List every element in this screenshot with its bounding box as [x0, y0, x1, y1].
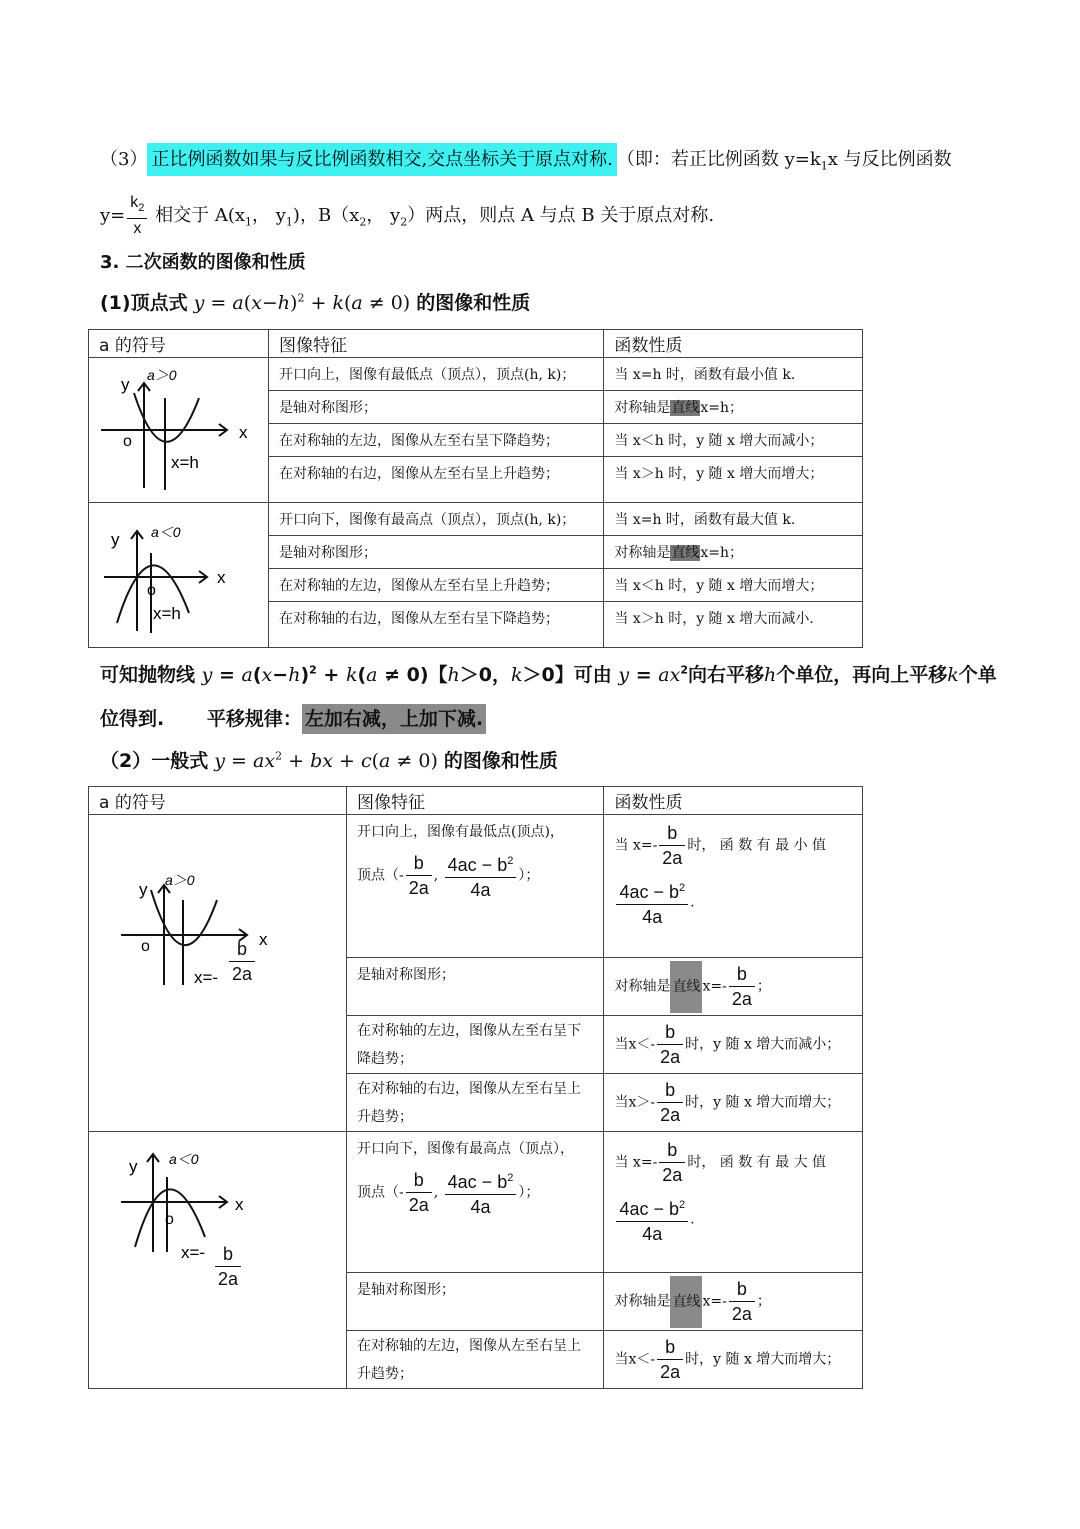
vertex-label: 顶点（: [356, 1184, 399, 1201]
vertex-den: 4a: [642, 1224, 663, 1244]
min-value-cell: 当 x=- $\frac{b}{2a}$ 时， 函 数 有 最 小 值 $\frac{4ac - b^2}{4a}$ .: [604, 815, 863, 958]
conclusion-line-1: 可知抛物线 $y = a(x-h)^2 + k(a \ne 0)$【h＞0，k＞0】可由 $y = ax^2$向右平移h个单位，再向上平移k个单: [100, 663, 997, 686]
when-x: 当 x=: [614, 1154, 653, 1171]
frac-num: b: [657, 1020, 683, 1045]
axis-y-label: y: [121, 375, 130, 394]
left-trend-cell: 在对称轴的左边，图像从左至右呈下降趋势；: [346, 1016, 604, 1074]
axis-x-label: x: [239, 423, 248, 442]
right-trend-cell: 在对称轴的右边，图像从左至右呈上升趋势；: [346, 1074, 604, 1132]
frac-den: 2a: [660, 1362, 681, 1382]
section-title: 3. 二次函数的图像和性质: [100, 252, 306, 273]
left-property-cell: 当x＜- $\frac{b}{2a}$ 时，y 随 x 增大而增大；: [604, 1331, 863, 1389]
condition-label: a＞0: [147, 367, 177, 383]
vertex-end: ）；: [518, 1184, 540, 1201]
feature-cell: 开口向上，图像有最低点（顶点），顶点(h, k)；: [268, 358, 603, 391]
axis-x-label: x: [217, 568, 226, 587]
when-x: 当 x=: [614, 837, 653, 854]
frac-den: 2a: [218, 1269, 239, 1289]
vertex-form-table: [88, 329, 863, 648]
vertex-num: 4ac − b: [619, 882, 680, 902]
symmetric-cell: 是轴对称图形；: [346, 1273, 604, 1331]
frac-num: b: [657, 1335, 683, 1360]
frac-den: 2a: [408, 878, 429, 898]
axis-y-label: y: [129, 1157, 138, 1176]
sub2-suffix: 的图像和性质: [443, 750, 558, 772]
graph-cell-neg: [89, 503, 269, 648]
property-cell: 当 x=h 时，函数有最大值 k.: [604, 503, 863, 536]
sub1-suffix: 的图像和性质: [416, 292, 531, 314]
axis-text: 对称轴是: [614, 1293, 671, 1310]
feature-cell: 在对称轴的左边，图像从左至右呈上升趋势；: [268, 568, 603, 601]
conclusion-l2-b: 平移规律：: [206, 708, 302, 730]
item-number: （3）: [100, 149, 148, 170]
max-value-cell: 当 x=- $\frac{b}{2a}$ 时， 函 数 有 最 大 值 $\frac{4ac - b^2}{4a}$ .: [604, 1132, 863, 1273]
feature-cell: 在对称轴的右边，图像从左至右呈下降趋势；: [268, 601, 603, 647]
intro-line-1: （3） 正比例函数如果与反比例函数相交,交点坐标关于原点对称. （即：若正比例函数 $y=k_1x$ 与反比例函数: [100, 145, 952, 173]
condition-label: a＜0: [151, 524, 181, 540]
origin-label: o: [141, 938, 150, 955]
origin-label: o: [147, 582, 156, 599]
frac-den: 2a: [408, 1195, 429, 1215]
x-den: x: [133, 220, 142, 238]
frac-den: 2a: [660, 1105, 681, 1125]
lt-text: 当x＜: [614, 1351, 651, 1368]
min-text: 时， 函 数 有 最 小 值: [687, 837, 827, 854]
sub2-prefix: （2）一般式: [100, 750, 209, 772]
left-property-cell: 当x＜- $\frac{b}{2a}$ 时，y 随 x 增大而减小；: [604, 1016, 863, 1074]
property-cell: 当 x＜h 时，y 随 x 增大而增大；: [604, 568, 863, 601]
frac-den: 2a: [731, 989, 752, 1009]
header-property: 函数性质: [604, 330, 863, 358]
property-cell: 对称轴是直线x=h；: [604, 390, 863, 423]
vertex-end: ）；: [518, 867, 540, 884]
axis-end: ；: [756, 1293, 771, 1310]
parabola-down-graph: [89, 503, 267, 643]
condition-label: a＜0: [169, 1151, 199, 1167]
graph-cell-pos: [89, 815, 347, 1132]
intro-l2-b: ， y: [252, 205, 286, 227]
intro-l2-c: )，B（x: [292, 205, 360, 227]
dec-text: 时，y 随 x 增大而减小；: [685, 1036, 841, 1053]
left-trend-cell: 在对称轴的左边，图像从左至右呈上升趋势；: [346, 1331, 604, 1389]
vertex-num: 4ac − b: [447, 855, 508, 875]
property-cell: 对称轴是直线x=h；: [604, 535, 863, 568]
graph-cell-pos: [89, 358, 269, 503]
axis-x-label: x: [259, 930, 268, 949]
intro-text-b: x 与反比例函数: [827, 149, 952, 170]
vertex-den: 4a: [642, 907, 663, 927]
y-eq: y=: [100, 205, 126, 227]
k2-over-x: $\frac{k_2}{x}$: [127, 193, 147, 239]
gt-text: 当x＞: [614, 1094, 651, 1111]
symmetric-cell: 是轴对称图形；: [346, 958, 604, 1016]
frac-num: b: [659, 821, 685, 846]
intro-line-2: y= $\frac{k_2}{x}$ 相交于 $A(x_1$， $y_1$)，$B(x_2$， $y_2$）两点，则点 A 与点 B 关于原点对称.: [100, 194, 715, 238]
axis-cell: 对称轴是 直线 x=- $\frac{b}{2a}$ ；: [604, 1273, 863, 1331]
frac-num: b: [729, 962, 755, 987]
frac-num: b: [215, 1242, 241, 1267]
condition-label: a＞0: [165, 872, 195, 888]
intro-l2-d: ， y: [366, 205, 401, 227]
frac-den: 2a: [662, 848, 683, 868]
conclusion-a: 可知抛物线: [100, 664, 196, 686]
frac-den: 2a: [662, 1165, 683, 1185]
header-property: 函数性质: [604, 787, 863, 815]
sub1-heading: (1)顶点式 $y = a(x-h)^2 + k(a \ne 0)$ 的图像和性质: [100, 291, 531, 314]
axis-line-label: x=-: [194, 968, 219, 985]
axis-line-label: x=h: [171, 453, 199, 472]
property-cell: 当 x=h 时，函数有最小值 k.: [604, 358, 863, 391]
axis-highlight: 直线: [670, 961, 702, 1013]
graph-cell-neg: [89, 1132, 347, 1389]
highlight-text: 正比例函数如果与反比例函数相交,交点坐标关于原点对称.: [147, 143, 616, 176]
conclusion-b: 可由: [573, 664, 612, 686]
max-text: 时， 函 数 有 最 大 值: [687, 1154, 827, 1171]
axis-highlight: 直线: [670, 1276, 702, 1328]
frac-num: b: [657, 1078, 683, 1103]
conclusion-c: 向右平移: [688, 664, 765, 686]
property-cell: 当 x＞h 时，y 随 x 增大而增大；: [604, 456, 863, 502]
feature-cell: 是轴对称图形；: [268, 535, 603, 568]
axis-text: 对称轴是: [614, 978, 671, 995]
frac-num: b: [659, 1138, 685, 1163]
feature-cell: 开口向下，图像有最高点（顶点），顶点(h, k)；: [268, 503, 603, 536]
axis-end: ；: [756, 978, 771, 995]
frac-num: b: [729, 1277, 755, 1302]
right-property-cell: 当x＞- $\frac{b}{2a}$ 时，y 随 x 增大而增大；: [604, 1074, 863, 1132]
vertex-feature-cell: 开口向上，图像有最低点(顶点)， 顶点（- $\frac{b}{2a}$ , $\frac{4ac - b^2}{4a}$ ）；: [346, 815, 604, 958]
frac-den: 2a: [232, 964, 253, 984]
frac-den: 2a: [731, 1304, 752, 1324]
header-feature: 图像特征: [268, 330, 603, 358]
conclusion-line-2: [100, 704, 486, 731]
axis-y-label: y: [139, 880, 148, 899]
feature-cell: 在对称轴的右边，图像从左至右呈上升趋势；: [268, 456, 603, 502]
axis-x: x=: [702, 1293, 723, 1310]
conclusion-d: 个单位，再向上平移: [776, 664, 948, 686]
header-feature: 图像特征: [346, 787, 604, 815]
lt-text: 当x＜: [614, 1036, 651, 1053]
origin-label: o: [123, 433, 132, 450]
frac-num: b: [406, 851, 432, 876]
shift-rule: 左加右减，上加下减.: [302, 704, 486, 734]
vertex-num: 4ac − b: [619, 1199, 680, 1219]
property-cell: 当 x＞h 时，y 随 x 增大而减小.: [604, 601, 863, 647]
frac-den: 2a: [660, 1047, 681, 1067]
intro-text-a: （即：若正比例函数 y=k: [616, 149, 821, 170]
axis-fraction: [227, 937, 267, 986]
sub1-prefix: (1)顶点式: [100, 292, 188, 314]
axis-line-label: x=-: [181, 1243, 206, 1262]
vertex-label: 顶点（: [356, 867, 399, 884]
inc-text: 时，y 随 x 增大而增大；: [685, 1351, 841, 1368]
vertex-den: 4a: [470, 1197, 491, 1217]
property-cell: 当 x＜h 时，y 随 x 增大而减小；: [604, 423, 863, 456]
opening-text: 开口向下，图像有最高点（顶点），: [356, 1141, 574, 1157]
axis-y-label: y: [111, 530, 120, 549]
general-parabola-up-graph: [89, 815, 345, 985]
axis-x: x=: [702, 978, 723, 995]
conclusion-e: 个单: [958, 664, 997, 686]
axis-cell: 对称轴是 直线 x=- $\frac{b}{2a}$ ；: [604, 958, 863, 1016]
feature-cell: 在对称轴的左边，图像从左至右呈下降趋势；: [268, 423, 603, 456]
axis-x-label: x: [235, 1195, 244, 1214]
axis-fraction: [213, 1242, 253, 1291]
general-form-table: [88, 786, 863, 1389]
origin-label: o: [165, 1211, 174, 1228]
inc-text: 时，y 随 x 增大而增大；: [685, 1094, 841, 1111]
parabola-up-graph: [89, 358, 267, 498]
vertex-num: 4ac − b: [447, 1172, 508, 1192]
vertex-feature-cell: 开口向下，图像有最高点（顶点）， 顶点（- $\frac{b}{2a}$ , $\frac{4ac - b^2}{4a}$ ）；: [346, 1132, 604, 1273]
conclusion-l2-a: 位得到.: [100, 708, 165, 730]
header-sign: a 的符号: [89, 787, 347, 815]
axis-line-label: x=h: [153, 604, 181, 623]
vertex-den: 4a: [470, 880, 491, 900]
frac-num: b: [406, 1168, 432, 1193]
intro-l2-e: ）两点，则点 A 与点 B 关于原点对称.: [407, 205, 715, 227]
header-sign: a 的符号: [89, 330, 269, 358]
feature-cell: 是轴对称图形；: [268, 390, 603, 423]
intro-l2-a: 相交于 A(x: [155, 205, 246, 227]
sub2-heading: （2）一般式 $y = ax^2$ + bx + c(a ≠ 0) 的图像和性质: [100, 749, 558, 772]
frac-num: b: [229, 937, 255, 962]
k2-num: k: [130, 194, 139, 211]
opening-text: 开口向上，图像有最低点(顶点)，: [356, 824, 564, 840]
